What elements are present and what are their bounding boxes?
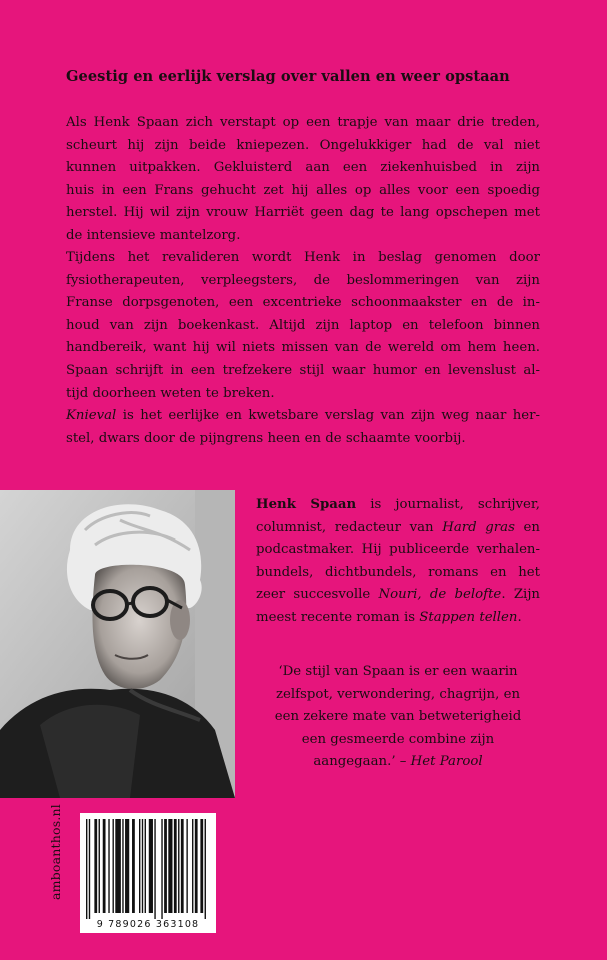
barcode-bar [164,819,167,913]
author-portrait-image [0,490,235,798]
blurb-line: fysiotherapeuten, verpleegsters, de beslommeringen van zijn [66,272,540,288]
barcode-bar [89,819,90,919]
blurb-line: scheurt hij zijn beide kniepezen. Ongelukkiger had de val niet [66,137,540,153]
barcode-bar [168,819,172,913]
bio-line: podcastmaker. Hij publiceerde verhalen- [256,542,540,557]
isbn-barcode [80,813,216,933]
barcode-bar [186,819,187,913]
barcode-bar [139,819,140,913]
blurb-line: Tijdens het revalideren wordt Henk in beslag genomen door [66,250,540,266]
barcode-bar [181,819,184,913]
blurb-line: herstel. Hij wil zijn vrouw Harriët geen dag te lang opschepen met [66,205,540,221]
blurb-line: Spaan schrijft in een trefzekere stijl waar humor en levenslust al- [66,363,540,379]
blurb-line: kunnen uitpakken. Gekluisterd aan een ziekenhuisbed in zijn [66,160,540,176]
author-photo [0,490,235,798]
barcode-bar [132,819,135,913]
barcode-bars [80,813,216,933]
bio-line: bundels, dichtbundels, romans en het [256,564,540,580]
barcode-bar [174,819,177,913]
barcode-bar [195,819,198,913]
barcode-bar [108,819,109,913]
barcode-bar [205,819,206,919]
blurb-line: Als Henk Spaan zich verstapt op een trapje van maar drie treden, [66,115,540,130]
quote-line: ‘De stijl van Spaan is er een waarin [278,664,518,679]
blurb-line: houd van zijn boekenkast. Altijd zijn laptop en telefoon binnen [66,317,540,333]
bio-line: meest recente roman is Stappen tellen. [256,609,522,625]
author-bio [256,494,540,629]
barcode-bar [125,819,129,913]
press-quote [256,661,540,774]
blurb-line: tijd doorheen weten te breken. [66,385,275,401]
blurb-line: huis in een Frans gehucht zet hij alles op alles voor een spoedig [66,182,540,198]
barcode-bar [200,819,203,913]
publisher-website: amboanthos.nl [48,804,63,900]
headline: Geestig en eerlijk verslag over vallen en weer opstaan [66,68,510,85]
bio-line: zeer succesvolle Nouri, de belofte. Zijn [256,587,541,602]
barcode-bar [103,819,106,913]
author-name: Henk Spaan [256,497,357,512]
barcode-bar [161,819,162,919]
barcode-bar [113,819,114,913]
blurb-line: handbereik, want hij wil niets missen van de wereld om hem heen. [66,340,540,356]
blurb-line: stel, dwars door de pijngrens heen en de schaamte voorbij. [66,430,466,446]
barcode-bar [192,819,193,913]
bio-line: columnist, redacteur van Hard gras en [256,519,540,535]
blurb-line: Knieval is het eerlijke en kwetsbare verslag van zijn weg naar her- [66,408,540,424]
blurb [66,112,540,450]
quote-source: Het Parool [410,754,483,769]
quote-line: aangegaan.’ – Het Parool [313,754,483,769]
barcode-bar [99,819,100,913]
barcode-bar [142,819,143,913]
book-title: Knieval [66,408,117,424]
isbn-number: 9 789026 363108 [96,919,200,930]
barcode-bar [122,819,123,913]
blurb-line: de intensieve mantelzorg. [66,227,241,243]
barcode-bar [145,819,146,913]
blurb-line: Franse dorpsgenoten, een excentrieke schoonmaakster en de in- [66,295,540,311]
quote-line: een zekere mate van betweterigheid [274,709,522,724]
quote-line: een gesmeerde combine zijn [301,731,495,747]
barcode-bar [115,819,121,913]
quote-line: zelfspot, verwondering, chagrijn, en [275,686,521,702]
barcode-bar [94,819,97,913]
barcode-bar [149,819,153,913]
barcode-bar [154,819,155,919]
barcode-bar [178,819,179,913]
barcode-bar [86,819,87,919]
bio-line: Henk Spaan is journalist, schrijver, [256,497,540,512]
